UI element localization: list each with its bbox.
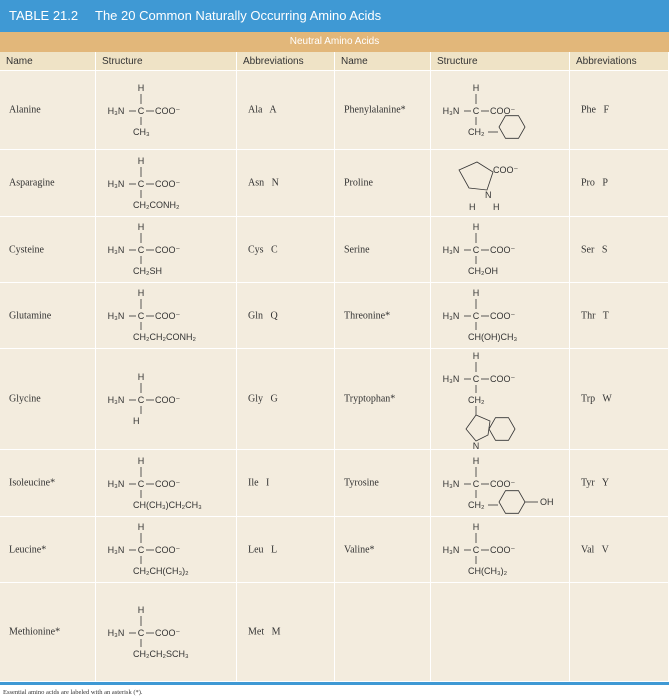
amino-acid-name-cell: [0, 450, 96, 517]
amino-acid-name-cell: [335, 217, 431, 283]
carboxylate-label: COO⁻: [155, 628, 181, 638]
empty-cell: [570, 583, 669, 682]
ammonium-label: H₃N: [107, 545, 125, 555]
alpha-hydrogen-label: H: [472, 222, 480, 232]
amino-acid-name-cell: [0, 217, 96, 283]
structure-cell: [96, 450, 237, 517]
structure-cell: [431, 283, 570, 349]
ammonium-label: H₃N: [107, 479, 125, 489]
side-chain-label: CH₂OH: [468, 266, 498, 276]
structural-formula: [96, 517, 236, 582]
amino-acid-table: [0, 32, 669, 682]
abbreviation: Pro P: [581, 177, 608, 189]
alpha-carbon-label: C: [472, 479, 480, 489]
structure-cell: [431, 71, 570, 150]
alpha-hydrogen-label: H: [137, 83, 145, 93]
structure-cell: [96, 517, 237, 583]
hydroxyl-label: OH: [540, 497, 554, 507]
side-chain-label: CH(CH₃)₂: [468, 566, 508, 576]
structural-formula: [96, 217, 236, 282]
alpha-carbon-label: C: [137, 545, 145, 555]
carboxylate-label: COO⁻: [155, 311, 181, 321]
alpha-hydrogen-label: H: [472, 522, 480, 532]
structural-formula: [431, 283, 569, 348]
structure-cell: [431, 450, 570, 517]
abbreviation: Gln Q: [248, 310, 278, 321]
table-title: The 20 Common Naturally Occurring Amino Acids: [95, 8, 382, 23]
structural-formula: [431, 71, 569, 149]
alpha-carbon-label: C: [472, 106, 480, 116]
abbreviation-cell: [237, 450, 335, 517]
abbreviation: Gly G: [248, 393, 278, 405]
amino-acid-name-cell: [335, 349, 431, 450]
bottom-rule: [0, 682, 669, 685]
amino-acid-name: Glutamine: [9, 310, 52, 321]
abbreviation: Leu L: [248, 544, 278, 555]
alpha-carbon-label: C: [137, 479, 145, 489]
carboxylate-label: COO⁻: [155, 395, 181, 405]
ammonium-label: H₃N: [107, 311, 125, 321]
amino-acid-name: Isoleucine*: [9, 477, 56, 489]
indole-nitrogen-label: N: [472, 441, 480, 449]
abbreviation: Ile I: [248, 477, 270, 489]
structural-formula: [96, 450, 236, 516]
ammonium-label: H₃N: [107, 628, 125, 638]
structure-cell: [431, 517, 570, 583]
abbreviation: Val V: [581, 544, 609, 555]
column-header: Structure: [431, 52, 570, 71]
side-chain-label: CH₂CH(CH₃)₂: [133, 566, 189, 576]
abbreviation-cell: [570, 517, 669, 583]
abbreviation: Ser S: [581, 244, 608, 255]
alpha-hydrogen-label: H: [137, 372, 145, 382]
abbreviation: Phe F: [581, 104, 610, 116]
amino-acid-name: Valine*: [344, 544, 375, 555]
side-chain-label: CH₂SH: [133, 266, 162, 276]
abbreviation: Met M: [248, 626, 281, 638]
structural-formula: [96, 283, 236, 348]
amino-acid-name: Alanine: [9, 104, 41, 116]
side-chain-label: CH₂: [468, 127, 485, 137]
side-chain-label: H: [133, 416, 140, 426]
alpha-carbon-label: C: [472, 245, 480, 255]
amino-acid-name: Cysteine: [9, 244, 44, 255]
amino-acid-name-cell: [0, 583, 96, 682]
table-number: TABLE 21.2: [9, 8, 79, 23]
side-chain-label: CH₂CH₂SCH₃: [133, 649, 189, 659]
ammonium-label: H₃N: [442, 245, 460, 255]
amino-acid-name: Glycine: [9, 393, 41, 405]
amino-acid-name-cell: [335, 71, 431, 150]
carboxylate-label: COO⁻: [490, 106, 516, 116]
alpha-carbon-label: C: [472, 374, 480, 384]
ammonium-label: H₃N: [442, 311, 460, 321]
alpha-carbon-label: C: [137, 628, 145, 638]
side-chain-label: CH(OH)CH₃: [468, 332, 518, 342]
abbreviation-cell: [237, 583, 335, 682]
amino-acid-name: Tyrosine: [344, 477, 379, 489]
carboxylate-label: COO⁻: [493, 165, 519, 175]
amino-acid-name: Tryptophan*: [344, 393, 396, 405]
side-chain-label: CH₂: [468, 395, 485, 405]
ammonium-label: H₃N: [107, 106, 125, 116]
alpha-carbon-label: C: [137, 245, 145, 255]
amino-acid-name: Asparagine: [9, 177, 55, 189]
structural-formula: [431, 217, 569, 282]
amino-acid-name: Phenylalanine*: [344, 104, 406, 116]
alpha-carbon-label: C: [137, 179, 145, 189]
structure-cell: [431, 349, 570, 450]
ammonium-label: H₃N: [107, 179, 125, 189]
abbreviation-cell: [570, 150, 669, 217]
column-header: Abbreviations: [570, 52, 669, 71]
structure-cell: [96, 150, 237, 217]
abbreviation: Trp W: [581, 393, 612, 405]
amino-acid-name-cell: [0, 283, 96, 349]
ammonium-label: H₃N: [107, 395, 125, 405]
alpha-hydrogen-label: H: [472, 288, 480, 298]
alpha-hydrogen-label: H: [472, 456, 480, 466]
alpha-carbon-label: C: [137, 311, 145, 321]
abbreviation: Tyr Y: [581, 477, 610, 489]
abbreviation-cell: [570, 71, 669, 150]
structural-formula: [431, 450, 569, 516]
side-chain-label: CH₂: [468, 500, 485, 510]
structure-cell: [431, 150, 570, 217]
abbreviation: Ala A: [248, 104, 277, 116]
amino-acid-name: Proline: [344, 177, 373, 189]
structural-formula: [96, 583, 236, 681]
amino-acid-name-cell: [335, 517, 431, 583]
alpha-hydrogen-label: H: [137, 605, 145, 615]
carboxylate-label: COO⁻: [490, 545, 516, 555]
abbreviation-cell: [237, 150, 335, 217]
side-chain-label: CH₂CONH₂: [133, 200, 180, 210]
structure-cell: [96, 583, 237, 682]
carboxylate-label: COO⁻: [490, 245, 516, 255]
structure-cell: [431, 217, 570, 283]
column-header: Abbreviations: [237, 52, 335, 71]
amino-acid-name: Leucine*: [9, 544, 47, 555]
carboxylate-label: COO⁻: [490, 311, 516, 321]
structural-formula: [431, 349, 569, 449]
footnote: Essential amino acids are labeled with an asterisk (*).: [3, 689, 143, 696]
abbreviation-cell: [570, 349, 669, 450]
column-header: Structure: [96, 52, 237, 71]
column-header: Name: [335, 52, 431, 71]
abbreviation-cell: [570, 217, 669, 283]
carboxylate-label: COO⁻: [155, 479, 181, 489]
alpha-carbon-label: C: [472, 545, 480, 555]
alpha-carbon-label: C: [137, 395, 145, 405]
abbreviation-cell: [570, 283, 669, 349]
ammonium-label: H₃N: [442, 479, 460, 489]
abbreviation-cell: [237, 517, 335, 583]
ammonium-label: H₃N: [442, 374, 460, 384]
table-title-bar: [0, 0, 669, 32]
amino-acid-name-cell: [0, 349, 96, 450]
nitrogen-label: N: [485, 190, 492, 200]
structure-cell: [96, 71, 237, 150]
carboxylate-label: COO⁻: [155, 179, 181, 189]
column-header: Name: [0, 52, 96, 71]
structural-formula: [96, 150, 236, 216]
abbreviation-cell: [237, 283, 335, 349]
alpha-hydrogen-label: H: [472, 351, 480, 361]
amino-acid-name: Methionine*: [9, 626, 61, 638]
carboxylate-label: COO⁻: [490, 479, 516, 489]
empty-cell: [431, 583, 570, 682]
abbreviation-cell: [237, 349, 335, 450]
amino-acid-name-cell: [335, 450, 431, 517]
pyrrole-ring: [466, 415, 490, 441]
abbreviation: Cys C: [248, 244, 278, 255]
hydrogen-label: H: [469, 202, 476, 212]
amino-acid-name-cell: [0, 71, 96, 150]
carboxylate-label: COO⁻: [155, 245, 181, 255]
amino-acid-name: Serine: [344, 244, 370, 255]
structural-formula: [431, 517, 569, 582]
ammonium-label: H₃N: [442, 545, 460, 555]
amino-acid-name-cell: [0, 517, 96, 583]
amino-acid-name-cell: [335, 150, 431, 217]
hydrogen-label: H: [493, 202, 500, 212]
alpha-hydrogen-label: H: [137, 456, 145, 466]
side-chain-label: CH₂CH₂CONH₂: [133, 332, 196, 342]
structure-cell: [96, 283, 237, 349]
abbreviation: Asn N: [248, 177, 279, 189]
ammonium-label: H₃N: [107, 245, 125, 255]
structural-formula: [431, 150, 569, 216]
abbreviation-cell: [570, 450, 669, 517]
alpha-hydrogen-label: H: [137, 156, 145, 166]
empty-cell: [335, 583, 431, 682]
abbreviation-cell: [237, 217, 335, 283]
phenol-ring: [499, 491, 525, 514]
pyrrolidine-ring: [459, 162, 493, 190]
ammonium-label: H₃N: [442, 106, 460, 116]
carboxylate-label: COO⁻: [155, 545, 181, 555]
alpha-hydrogen-label: H: [472, 83, 480, 93]
indole-benzene-ring: [489, 418, 515, 441]
alpha-carbon-label: C: [472, 311, 480, 321]
alpha-carbon-label: C: [137, 106, 145, 116]
alpha-hydrogen-label: H: [137, 288, 145, 298]
amino-acid-name: Threonine*: [344, 310, 391, 321]
abbreviation-cell: [237, 71, 335, 150]
benzene-ring: [499, 116, 525, 139]
structure-cell: [96, 349, 237, 450]
structure-cell: [96, 217, 237, 283]
side-chain-label: CH₃: [133, 127, 150, 137]
abbreviation: Thr T: [581, 310, 609, 321]
amino-acid-name-cell: [335, 283, 431, 349]
alpha-hydrogen-label: H: [137, 222, 145, 232]
structural-formula: [96, 71, 236, 149]
carboxylate-label: COO⁻: [490, 374, 516, 384]
side-chain-label: CH(CH₃)CH₂CH₃: [133, 500, 202, 510]
section-header: Neutral Amino Acids: [0, 32, 669, 52]
carboxylate-label: COO⁻: [155, 106, 181, 116]
alpha-hydrogen-label: H: [137, 522, 145, 532]
structural-formula: [96, 349, 236, 449]
amino-acid-name-cell: [0, 150, 96, 217]
